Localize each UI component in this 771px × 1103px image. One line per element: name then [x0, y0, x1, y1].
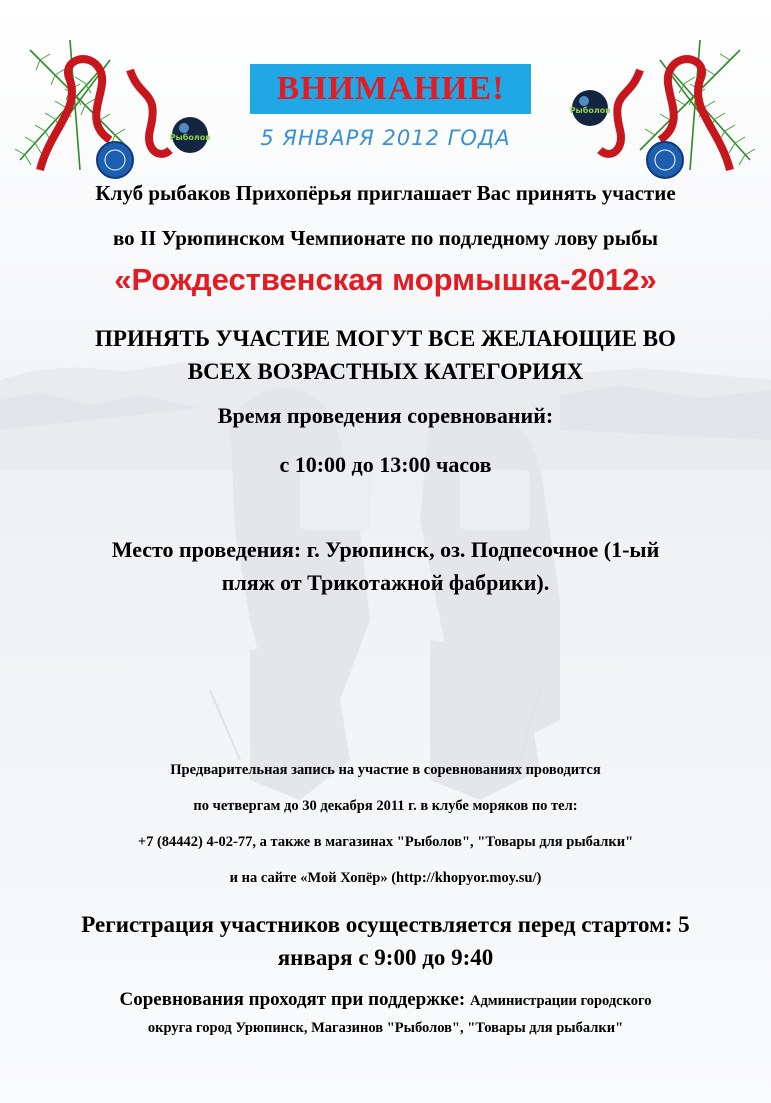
registration-info — [0, 908, 771, 974]
time-value: с 10:00 до 13:00 часов — [279, 452, 492, 477]
support-info — [0, 986, 771, 1042]
support-label: Соревнования проходят при поддержке: — [119, 989, 466, 1010]
support-line-1 — [0, 986, 771, 1015]
time-label: Время проведения соревнований: — [217, 403, 554, 428]
participation-line-2: ВСЕХ ВОЗРАСТНЫХ КАТЕГОРИЯХ — [187, 359, 584, 384]
participation-line-1: ПРИНЯТЬ УЧАСТИЕ МОГУТ ВСЕ ЖЕЛАЮЩИЕ ВО — [95, 326, 676, 351]
event-date: 5 ЯНВАРЯ 2012 ГОДА — [260, 126, 511, 150]
right-ornament-label: Рыболов — [569, 106, 611, 115]
prereg-line-4: и на сайте «Мой Хопёр» (http://khopyor.moy.su/) — [229, 870, 542, 886]
support-rest: Администрации городского — [469, 993, 652, 1009]
support-line-2: округа город Урюпинск, Магазинов "Рыболов", "Товары для рыбалки" — [147, 1020, 624, 1036]
prereg-line-1: Предварительная запись на участие в соревнованиях проводится — [170, 762, 601, 778]
prereg-line-2: по четвергам до 30 декабря 2011 г. в клубе моряков по тел: — [193, 798, 578, 814]
prereg-line-3: +7 (84442) 4-02-77, а также в магазинах "Рыболов", "Товары для рыбалки" — [137, 834, 634, 850]
place-line-2: пляж от Трикотажной фабрики). — [221, 570, 550, 595]
attention-text: ВНИМАНИЕ! — [276, 70, 505, 107]
event-title: «Рождественская мормышка-2012» — [114, 262, 657, 297]
intro-line-2: во II Урюпинском Чемпионате по подледному лову рыбы — [112, 226, 658, 250]
place-line-1: Место проведения: г. Урюпинск, оз. Подпесочное (1-ый — [111, 537, 660, 562]
left-ornament-label: Рыболов — [169, 133, 211, 142]
place-info — [0, 533, 771, 599]
intro-line-1: Клуб рыбаков Прихопёрья приглашает Вас принять участие — [95, 181, 676, 205]
registration-line-1: Регистрация участников осуществляется перед стартом: 5 — [81, 912, 690, 937]
participation-notice — [0, 322, 771, 388]
attention-banner — [250, 64, 531, 114]
registration-line-2: января с 9:00 до 9:40 — [277, 945, 494, 970]
